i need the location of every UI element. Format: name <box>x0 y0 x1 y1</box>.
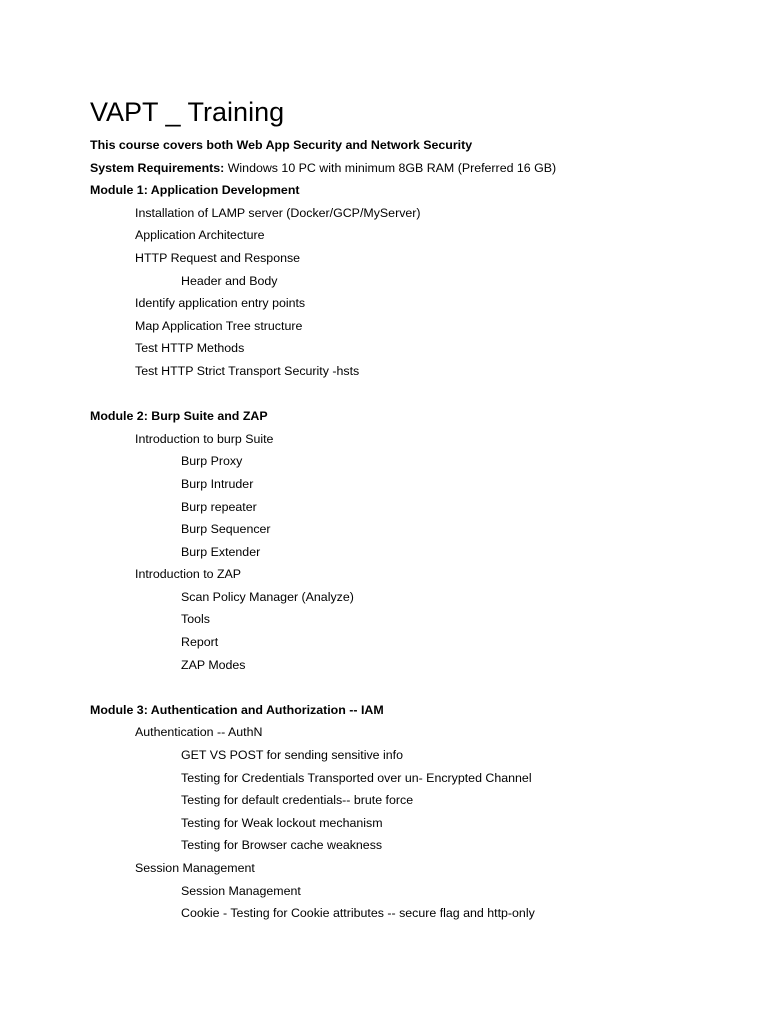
list-subitem: Burp Extender <box>181 544 261 559</box>
list-item: Installation of LAMP server (Docker/GCP/MyServer) <box>135 205 421 220</box>
list-subitem: Session Management <box>181 883 301 898</box>
list-subitem: Burp Intruder <box>181 476 254 491</box>
list-subitem: GET VS POST for sending sensitive info <box>181 748 403 763</box>
list-subitem: Testing for default credentials-- brute force <box>181 793 414 808</box>
list-subitem: Burp Proxy <box>181 454 243 469</box>
system-requirements <box>90 157 556 180</box>
list-item: Introduction to ZAP <box>135 567 242 582</box>
list-item: Application Architecture <box>135 228 265 243</box>
list-item: Session Management <box>135 861 255 875</box>
list-subitem: Tools <box>181 612 210 627</box>
list-subitem: Testing for Credentials Transported over un- Encrypted Channel <box>181 770 532 785</box>
list-item: Introduction to burp Suite <box>135 431 274 446</box>
list-subitem: Burp repeater <box>181 499 257 514</box>
requirements-text: Windows 10 PC with minimum 8GB RAM (Preferred 16 GB) <box>224 160 557 175</box>
document-title: VAPT _ Training <box>90 97 285 127</box>
list-item: Test HTTP Methods <box>135 341 245 356</box>
spacer <box>90 383 556 406</box>
course-intro: This course covers both Web App Security and Network Security <box>90 138 473 152</box>
module-2-heading: Module 2: Burp Suite and ZAP <box>90 409 268 424</box>
list-subitem: Burp Sequencer <box>181 522 271 537</box>
list-subitem: ZAP Modes <box>181 657 246 672</box>
requirements-label: System Requirements: <box>90 160 225 175</box>
spacer <box>90 676 556 699</box>
list-subitem: Cookie - Testing for Cookie attributes -- secure flag and http-only <box>181 906 535 921</box>
list-item: Test HTTP Strict Transport Security -hsts <box>135 363 360 378</box>
module-1-heading: Module 1: Application Development <box>90 183 300 198</box>
list-item: Map Application Tree structure <box>135 318 303 333</box>
list-subitem: Header and Body <box>181 273 278 288</box>
list-subitem: Testing for Browser cache weakness <box>181 838 383 853</box>
list-item: HTTP Request and Response <box>135 250 301 265</box>
document-body <box>90 134 556 925</box>
module-3-heading: Module 3: Authentication and Authorization -- IAM <box>90 702 384 717</box>
list-item: Authentication -- AuthN <box>135 725 263 740</box>
list-item: Identify application entry points <box>135 296 306 311</box>
list-subitem: Scan Policy Manager (Analyze) <box>181 589 354 604</box>
list-subitem: Testing for Weak lockout mechanism <box>181 815 383 830</box>
list-subitem: Report <box>181 635 219 650</box>
